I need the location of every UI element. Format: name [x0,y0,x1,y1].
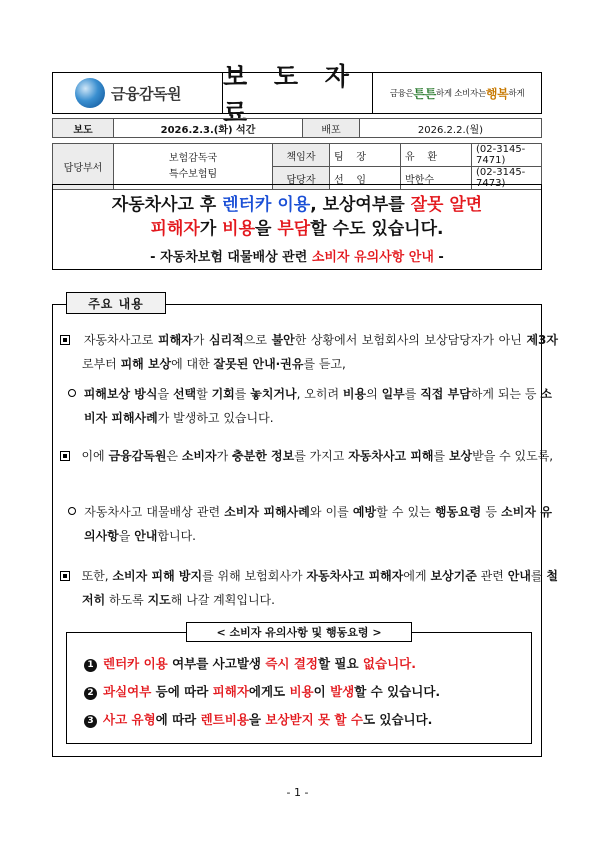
guide-item-3: 3 사고 유형에 따라 렌트비용을 보상받지 못 할 수도 있습니다. [84,710,432,729]
contact-name: 유 환 [401,144,472,167]
summary-sub-1: 피해보상 방식을 선택할 기회를 놓치거나, 오히려 비용의 일부를 직접 부담하게 되는 등 소비자 피해사례가 발생하고 있습니다. [68,382,552,430]
number-badge: 2 [84,687,97,700]
contact-name: 박한수 [401,167,472,190]
contact-title: 팀 장 [330,144,401,167]
guide-item-1: 1 렌터카 이용 여부를 사고발생 즉시 결정할 필요 없습니다. [84,654,416,673]
circle-bullet-icon [68,389,76,397]
contact-phone: (02-3145-7471) [472,144,542,167]
org-logo [53,73,223,113]
dist-label: 배포 [303,119,360,138]
guide-title: < 소비자 유의사항 및 행동요령 > [186,622,412,642]
square-bullet-icon [60,451,70,461]
org-name: 금융감독원 [111,84,181,103]
headline-subtitle: - 자동차보험 대물배상 관련 소비자 유의사항 안내 - [150,250,444,265]
summary-sub-2: 자동차사고 대물배상 관련 소비자 피해사례와 이를 예방할 수 있는 행동요령 등 소비자 유의사항을 안내합니다. [68,500,552,548]
number-badge: 1 [84,659,97,672]
contact-role: 담당자 [273,167,330,190]
contact-title: 선 임 [330,167,401,190]
globe-logo-icon [75,78,105,108]
dist-date: 2026.2.2.(월) [360,119,542,138]
contact-role: 책임자 [273,144,330,167]
square-bullet-icon [60,571,70,581]
circle-bullet-icon [68,507,76,515]
square-bullet-icon [60,335,70,345]
contact-phone: (02-3145-7473) [472,167,542,190]
guide-item-2: 2 과실여부 등에 따라 피해자에게도 비용이 발생할 수 있습니다. [84,682,440,701]
summary-paragraph-2: 이에 금융감독원은 소비자가 충분한 정보를 가지고 자동차사고 피해를 보상받을 수 있도록, [60,444,558,468]
contact-table [52,143,542,190]
headline-line-2: 피해자가 비용을 부담할 수도 있습니다. [150,219,444,239]
report-label: 보도 [53,119,114,138]
page-number: - 1 - [286,786,309,799]
dept-label: 담당부서 [53,144,114,190]
headline-line-1: 자동차사고 후 렌터카 이용, 보상여부를 잘못 알면 [111,195,483,215]
dept-name: 보험감독국 특수보험팀 [114,144,273,190]
number-badge: 3 [84,715,97,728]
doc-type-title: 보 도 자 료 [223,73,373,113]
headline-box [52,184,542,270]
summary-paragraph-1: 자동차사고로 피해자가 심리적으로 불안한 상황에서 보험회사의 보상담당자가 아닌 제3자로부터 피해 보상에 대한 잘못된 안내·권유를 듣고, [60,328,558,376]
report-date: 2026.2.3.(화) 석간 [114,119,303,138]
summary-paragraph-3: 또한, 소비자 피해 방지를 위해 보험회사가 자동차사고 피해자에게 보상기준 관련 안내를 철저히 하도록 지도해 나갈 계획입니다. [60,564,558,612]
slogan: 금융은 튼튼 하게 소비자는 행복 하게 [389,86,525,101]
press-header [52,62,542,127]
summary-tag: 주요 내용 [66,292,166,314]
release-table [52,118,542,138]
